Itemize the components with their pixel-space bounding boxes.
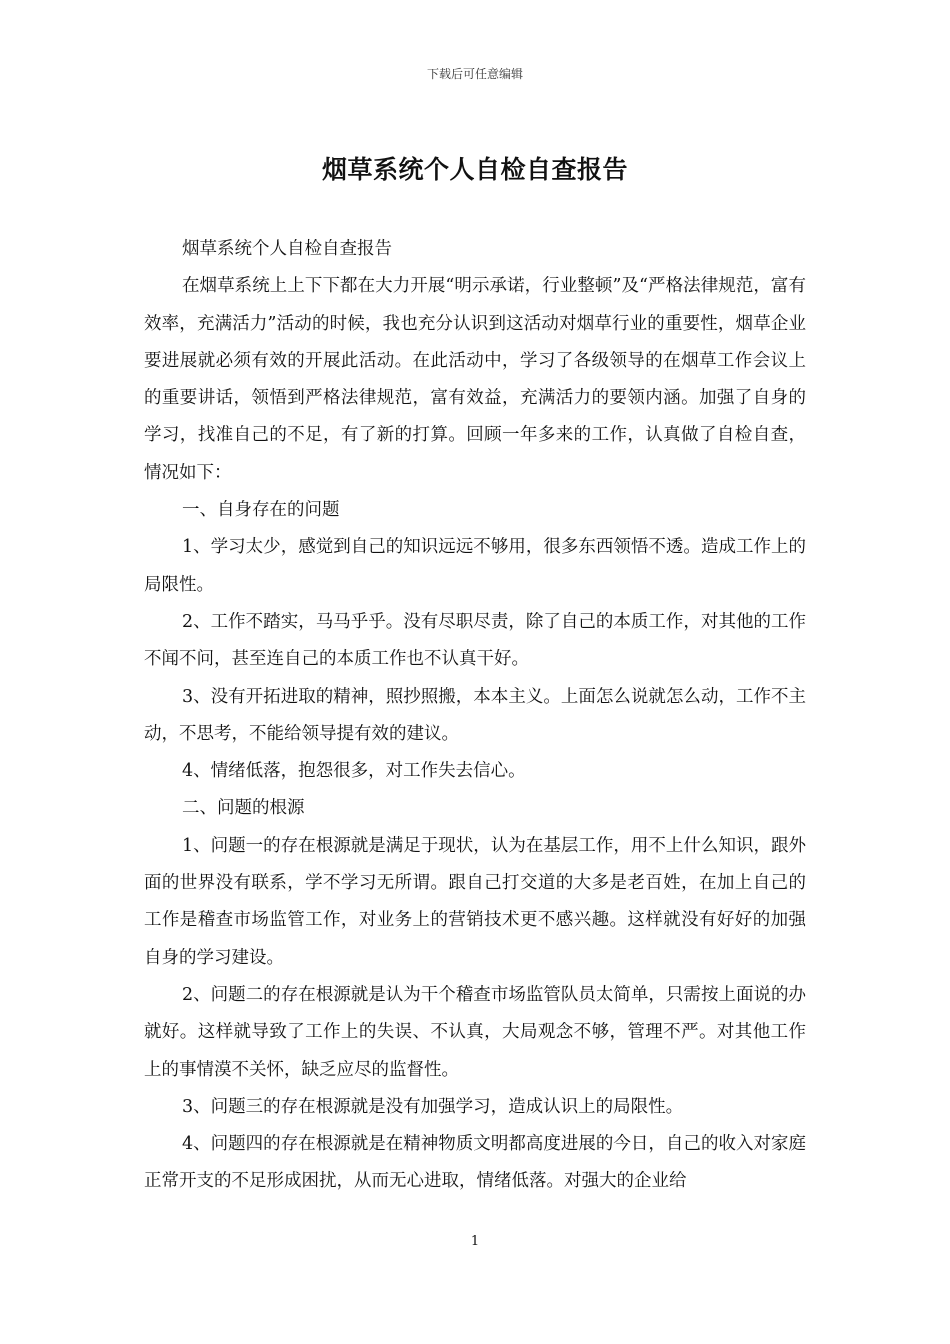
paragraph-problem-1: 1、学习太少，感觉到自己的知识远远不够用，很多东西领悟不透。造成工作上的局限性。: [144, 537, 806, 595]
paragraph-root-4: 4、问题四的存在根源就是在精神物质文明都高度进展的今日，自己的收入对家庭正常开支的不足形成困扰，从而无心进取，情绪低落。对强大的企业给: [144, 1134, 806, 1192]
paragraph-root-2: 2、问题二的存在根源就是认为干个稽查市场监管队员太简单，只需按上面说的办就好。这样就导致了工作上的失误、不认真，大局观念不够，管理不严。对其他工作上的事情漠不关怀，缺乏应尽的监督性。: [144, 984, 806, 1080]
paragraph-problem-4: 4、情绪低落，抱怨很多，对工作失去信心。: [182, 761, 526, 782]
paragraph-root-1: 1、问题一的存在根源就是满足于现状，认为在基层工作，用不上什么知识，跟外面的世界没有联系，学不学习无所谓。跟自己打交道的大多是老百姓，在加上自己的工作是稽查市场监管工作，对业务上的营销技术更不感兴趣。这样就没有好好的加强自身的学习建设。: [144, 835, 806, 968]
paragraph-root-3: 3、问题三的存在根源就是没有加强学习，造成认识上的局限性。: [182, 1096, 684, 1117]
paragraph-problem-3: 3、没有开拓进取的精神，照抄照搬，本本主义。上面怎么说就怎么动，工作不主动，不思考，不能给领导提有效的建议。: [144, 686, 806, 744]
page-number: 1: [470, 1234, 480, 1249]
document-body: [144, 231, 806, 1201]
document-title: 烟草系统个人自检自查报告: [321, 155, 628, 184]
paragraph-intro: 在烟草系统上上下下都在大力开展“明示承诺，行业整顿”及“严格法律规范，富有效率，充满活力”活动的时候，我也充分认识到这活动对烟草行业的重要性，烟草企业要进展就必须有效的开展此活动。在此活动中，学习了各级领导的在烟草工作会议上的重要讲话，领悟到严格法律规范，富有效益，充满活力的要领内涵。加强了自身的学习，找准自己的不足，有了新的打算。回顾一年多来的工作，认真做了自检自查，情况如下：: [144, 276, 806, 483]
section-heading-roots: 二、问题的根源: [182, 798, 305, 819]
paragraph-subtitle: 烟草系统个人自检自查报告: [182, 239, 392, 259]
header-note: 下载后可任意编辑: [426, 67, 523, 81]
section-heading-problems: 一、自身存在的问题: [182, 500, 340, 521]
paragraph-problem-2: 2、工作不踏实，马马乎乎。没有尽职尽责，除了自己的本质工作，对其他的工作不闻不问，甚至连自己的本质工作也不认真干好。: [144, 611, 806, 670]
